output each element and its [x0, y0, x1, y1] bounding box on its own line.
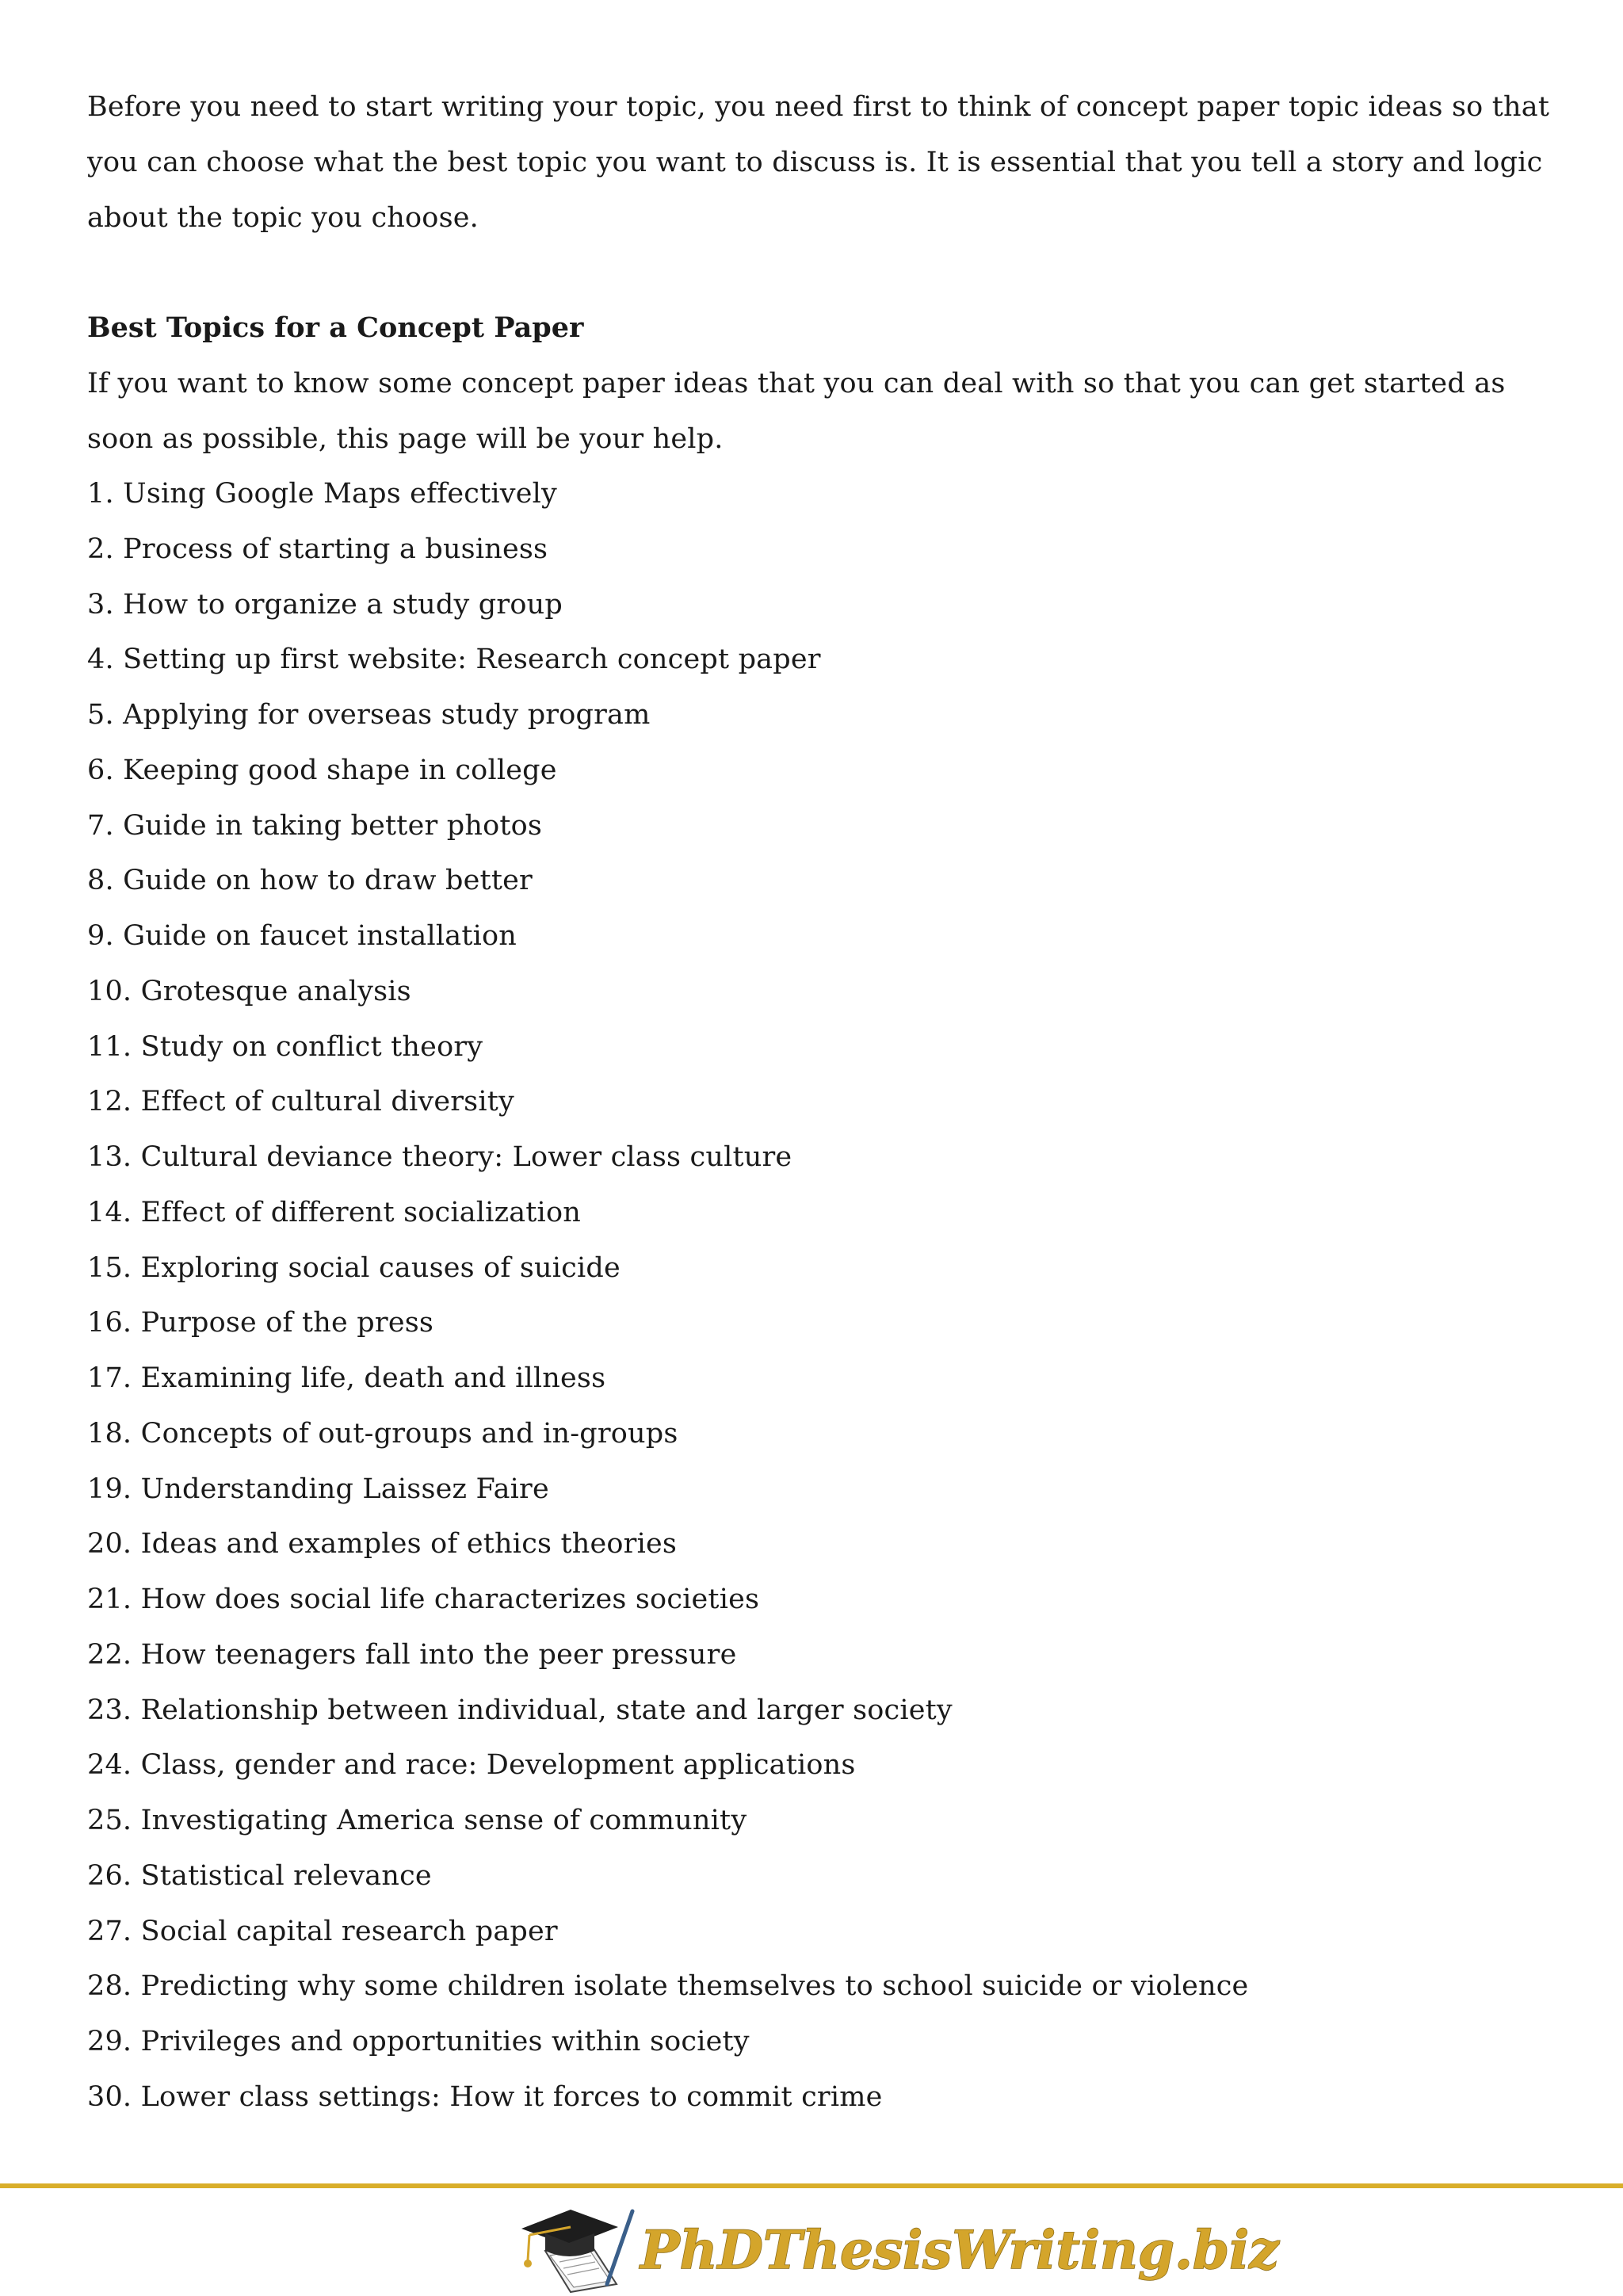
topic-item: 19. Understanding Laissez Faire	[87, 1473, 549, 1505]
footer-logo	[514, 2195, 1279, 2294]
section-lead-paragraph: If you want to know some concept paper ideas that you can deal with so that you can get started as soon as possible, this page will be your help.	[87, 368, 1506, 455]
topic-item: 5. Applying for overseas study program	[87, 699, 651, 731]
topic-item: 17. Examining life, death and illness	[87, 1362, 606, 1394]
topic-item: 10. Grotesque analysis	[87, 975, 411, 1007]
section-heading: Best Topics for a Concept Paper	[87, 311, 584, 344]
intro-paragraph: Before you need to start writing your topic, you need first to think of concept paper topic ideas so that you can choose what the best topic you want to discuss is. It is essential that you tell a story and logic about the topic you choose.	[87, 91, 1550, 234]
topic-list	[87, 467, 1577, 2126]
topic-item: 15. Exploring social causes of suicide	[87, 1251, 621, 1284]
topic-item: 22. How teenagers fall into the peer pressure	[87, 1638, 737, 1671]
topic-item: 11. Study on conflict theory	[87, 1030, 483, 1063]
phd-thesis-writing-logo	[514, 2195, 1279, 2294]
topic-item: 6. Keeping good shape in college	[87, 754, 557, 786]
topic-item: 13. Cultural deviance theory: Lower class culture	[87, 1141, 792, 1173]
topic-item: 25. Investigating America sense of community	[87, 1805, 747, 1836]
topic-item: 7. Guide in taking better photos	[87, 809, 543, 842]
topic-item: 18. Concepts of out-groups and in-groups	[87, 1417, 678, 1450]
topic-item: 8. Guide on how to draw better	[87, 865, 533, 897]
topic-item: 23. Relationship between individual, state and larger society	[87, 1694, 953, 1726]
topic-item: 27. Social capital research paper	[87, 1915, 558, 1947]
document-body	[87, 79, 1577, 2126]
topic-item: 20. Ideas and examples of ethics theories	[87, 1528, 678, 1561]
topic-item: 4. Setting up first website: Research concept paper	[87, 644, 821, 676]
footer-divider	[0, 2183, 1623, 2188]
topic-item: 2. Process of starting a business	[87, 533, 548, 565]
topic-item: 21. How does social life characterizes societies	[87, 1584, 760, 1615]
topic-item: 3. How to organize a study group	[87, 588, 563, 621]
topic-item: 14. Effect of different socialization	[87, 1196, 581, 1228]
topic-item: 26. Statistical relevance	[87, 1859, 432, 1892]
topic-item: 12. Effect of cultural diversity	[87, 1086, 514, 1118]
topic-item: 1. Using Google Maps effectively	[87, 478, 558, 510]
topic-item: 29. Privileges and opportunities within society	[87, 2026, 750, 2057]
topic-item: 28. Predicting why some children isolate themselves to school suicide or violence	[87, 1970, 1249, 2003]
topic-item: 24. Class, gender and race: Development applications	[87, 1749, 856, 1782]
topic-item: 16. Purpose of the press	[87, 1307, 434, 1339]
logo-wordmark: PhDThesisWriting.biz	[640, 2219, 1279, 2281]
graduation-cap-icon	[521, 2210, 632, 2292]
topic-item: 30. Lower class settings: How it forces to commit crime	[87, 2080, 883, 2113]
topic-item: 9. Guide on faucet installation	[87, 920, 517, 952]
